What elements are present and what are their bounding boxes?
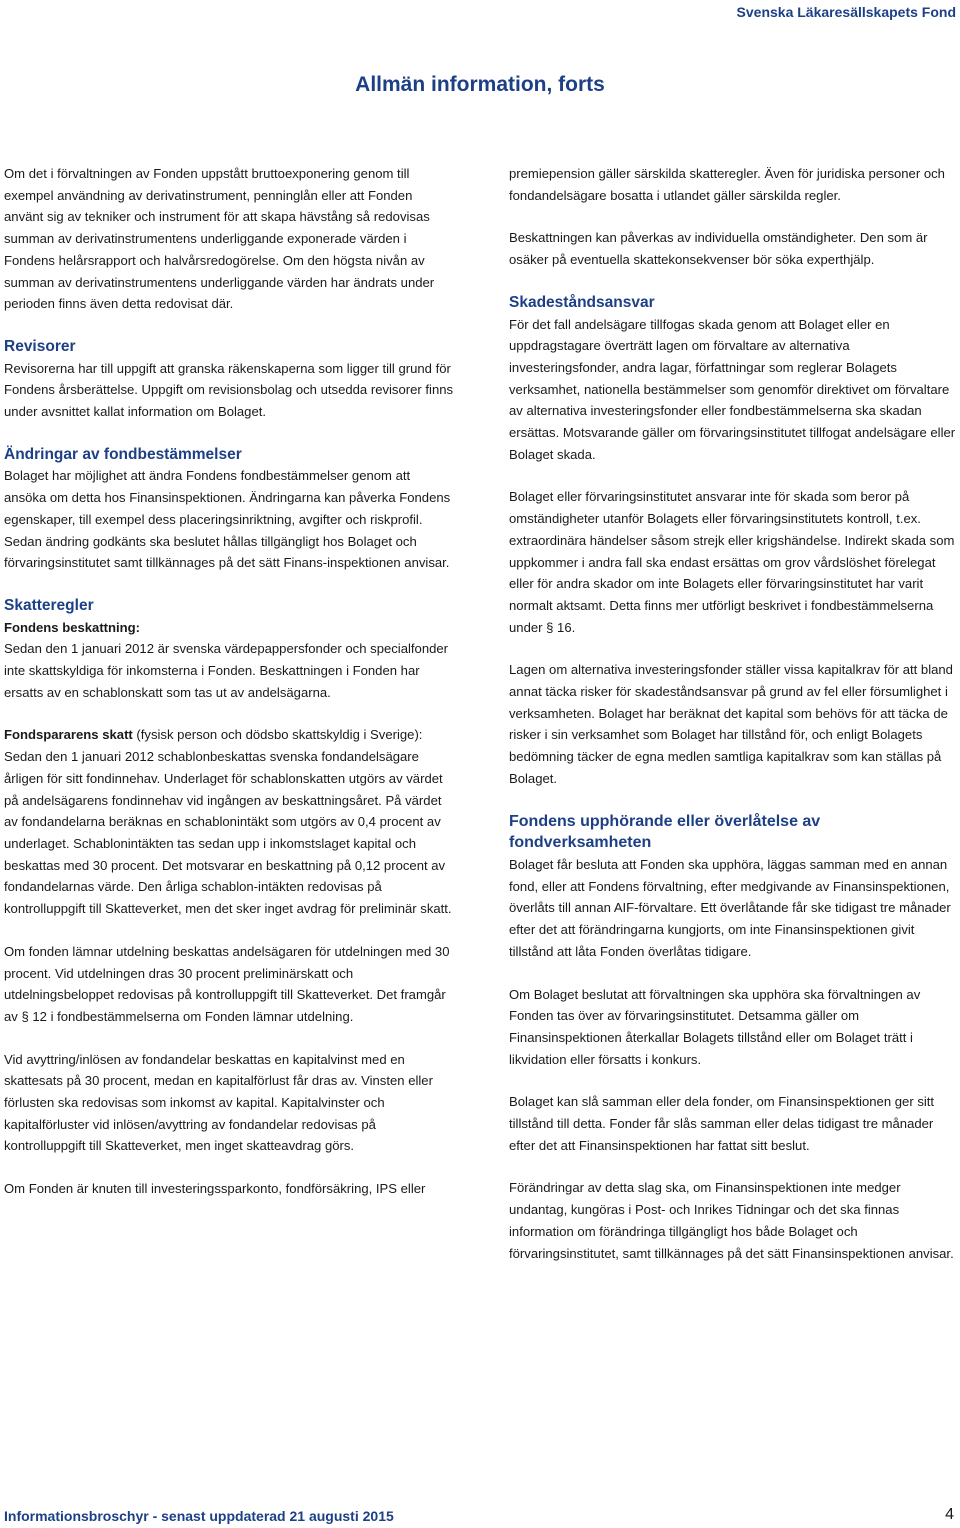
fondspararens-paragraph [4, 724, 454, 919]
samman-paragraph: Bolaget kan slå samman eller dela fonder, om Finansinspektionen ger sitt tillstånd till detta. Fonder får slås samman eller delas tidigast tre månader efter det att Finansinspektionen har fattat sitt beslut. [509, 1094, 935, 1153]
revisorer-heading: Revisorer [4, 337, 76, 355]
intro-paragraph: Om det i förvaltningen av Fonden uppstått bruttoexponering genom till exempel användning av derivatinstrument, penninglån eller att Fonden använt sig av tekniker och instrument för att skapa hävstång så redovisas summan av derivatinstrumentens underliggande exponerade värden i Fondens helårsrapport och halvårsredogörelse. Om den högsta nivån av summan av derivatinstrumentens underliggande värden har ändrats under perioden finns även detta redovisat där. [4, 166, 435, 312]
fondspararens-runin: Fondspararens skatt [4, 727, 133, 743]
avyttring-paragraph: Vid avyttring/inlösen av fondandelar beskattas en kapitalvinst med en skattesats på 30 procent, medan en kapitalförlust får dras av. Vinsten eller förlusten ska redovisas som inkomst av kapital. Kapitalvinster och kapitalförluster vid inlösen/avyttring av fondandelar redovisas på kontrolluppgift till Skatteverket, men inget skatteavdrag görs. [4, 1051, 433, 1154]
beslutat-paragraph: Om Bolaget beslutat att förvaltningen ska upphöra ska förvaltningen av Fonden tas över av förvaringsinstitutet. Detsamma gäller om Finansinspektionen återkallar Bolagets tillstånd eller om Bolaget trätt i likvidation eller försatts i konkurs. [509, 986, 921, 1067]
knuten-paragraph: Om Fonden är knuten till investeringssparkonto, fondförsäkring, IPS eller [4, 1181, 426, 1197]
page-number: 4 [945, 1506, 954, 1523]
andringar-heading: Ändringar av fondbestämmelser [4, 445, 242, 463]
fondspararens-text: (fysisk person och dödsbo skattskyldig i Sverige): Sedan den 1 januari 2012 schablonbeskattas svenska fondandelsägare årligen för sitt fondinnehav. Underlaget för schablonskatten utgörs av värdet på andelsägarens fondinnehav vid ingången av beskattningsåret. På värdet av fondandelarna beräknas en schablonintäkt som utgörs av 0,4 procent av underlaget. Schablonintäkten tas sedan upp i inkomstslaget kapital och beskattas med 30 procent. Det motsvarar en beskattning på 0,12 procent av fondandelarnas värde. Den årliga schablon-intäkten redovisas på kontrolluppgift till Skatteverket, men det sker inget avdrag för preliminär skatt. [4, 727, 452, 917]
left-column [4, 163, 454, 1221]
skatteregler-heading: Skatteregler [4, 596, 94, 614]
header-brand: Svenska Läkaresällskapets Fond [736, 4, 956, 20]
upphorande-heading: Fondens upphörande eller överlåtelse av fondverksamheten [509, 812, 821, 852]
right-column [509, 163, 959, 1285]
footer-title: Informationsbroschyr - senast uppdaterad 21 augusti 2015 [4, 1508, 394, 1524]
ansvarar-paragraph: Bolaget eller förvaringsinstitutet ansvarar inte för skada som beror på omständigheter utanför Bolagets eller förvaringsinstitutets kontroll, t.ex. extraordinära händelser såsom strejk eller krigshändelse. Indirekt skada som uppkommer i andra fall ska endast ersättas om grov vårdslöshet förelegat eller för andra skador om inte Bolagets eller förvaringsinstitutet har varit normalt aktsamt. Detta finns mer utförligt beskrivet i fondbestämmelserna under § 16. [509, 489, 955, 635]
skadestand-heading: Skadeståndsansvar [509, 293, 655, 311]
kapitalkrav-paragraph: Lagen om alternativa investeringsfonder ställer vissa kapitalkrav för att bland annat täcka risker för skadeståndsansvar på grund av fel eller försumlighet i verksamheten. Bolaget har beräknat det kapital som behövs för att täcka de risker i sin verksamhet som Bolaget har tillstånd för, och enligt Bolagets bedömning täcker de egna medlen samtliga kapitalkrav som kan ställas på Bolaget. [509, 662, 953, 786]
beskattning-paragraph: Sedan den 1 januari 2012 är svenska värdepappersfonder och specialfonder inte skattskyldiga för inkomsterna i Fonden. Beskattningen i Fonden har ersatts av en schablonskatt som tas ut av andelsägarna. [4, 641, 449, 700]
continuation-paragraph: premiepension gäller särskilda skatteregler. Även för juridiska personer och fondandelsägare bosatta i utlandet gäller särskilda regler. [509, 166, 945, 203]
beskattning-subheading: Fondens beskattning: [4, 619, 141, 635]
upphorande-paragraph: Bolaget får besluta att Fonden ska upphöra, läggas samman med en annan fond, eller att Fondens förvaltning, efter medgivande av Finansinspektionen, överlåts till annan AIF-förvaltare. Ett överlåtande får ske tidigast tre månader efter det att förändringarna kungjorts, om inte Finansinspektionen givit tillstånd att låta Fonden överlåtas tidigare. [509, 856, 951, 959]
page-title: Allmän information, forts [355, 73, 605, 96]
skadestand-paragraph: För det fall andelsägare tillfogas skada genom att Bolaget eller en uppdragstagare överträtt lagen om förvaltare av alternativa investeringsfonder, andra lagar, författningar som reglerar Bolagets verksamhet, nationella bestämmelser som genomför direktivet om förvaltare av alternativa investeringsfonder eller fondbestämmelserna ska skadan ersättas. Motsvarande gäller om förvaringsinstitutet tillfogat andelsägare eller Bolaget skada. [509, 316, 956, 462]
revisorer-paragraph: Revisorerna har till uppgift att granska räkenskaperna som ligger till grund för Fondens årsberättelse. Uppgift om revisionsbolag och utsedda revisorer finns under avsnittet kallat information om Bolaget. [4, 360, 454, 420]
andringar-paragraph: Bolaget har möjlighet att ändra Fondens fondbestämmelser genom att ansöka om detta hos Finansinspektionen. Ändringarna kan påverka Fondens egenskaper, till exempel dess placeringsinriktning, avgifter och riskprofil. Sedan ändring godkänts ska beslutet hållas tillgängligt hos Bolaget och förvaringsinstitutet samt tillkännages på det sätt Finans-inspektionen anvisar. [4, 468, 451, 571]
forandringar-paragraph: Förändringar av detta slag ska, om Finansinspektionen inte medger undantag, kungöras i Post- och Inrikes Tidningar och det ska finnas information om förändringa tillgängligt hos både Bolaget och förvaringsinstitutet, samt tillkännages på det sätt Finansinspektionen anvisar. [509, 1180, 954, 1261]
paverkas-paragraph: Beskattningen kan påverkas av individuella omständigheter. Den som är osäker på eventuella skattekonsekvenser bör söka experthjälp. [509, 230, 928, 268]
utdelning-paragraph: Om fonden lämnar utdelning beskattas andelsägaren för utdelningen med 30 procent. Vid utdelningen dras 30 procent preliminärskatt och utdelningsbeloppet redovisas på kontrolluppgift till Skatteverket. Det framgår av § 12 i fondbestämmelserna om Fonden lämnar utdelning. [4, 943, 450, 1024]
